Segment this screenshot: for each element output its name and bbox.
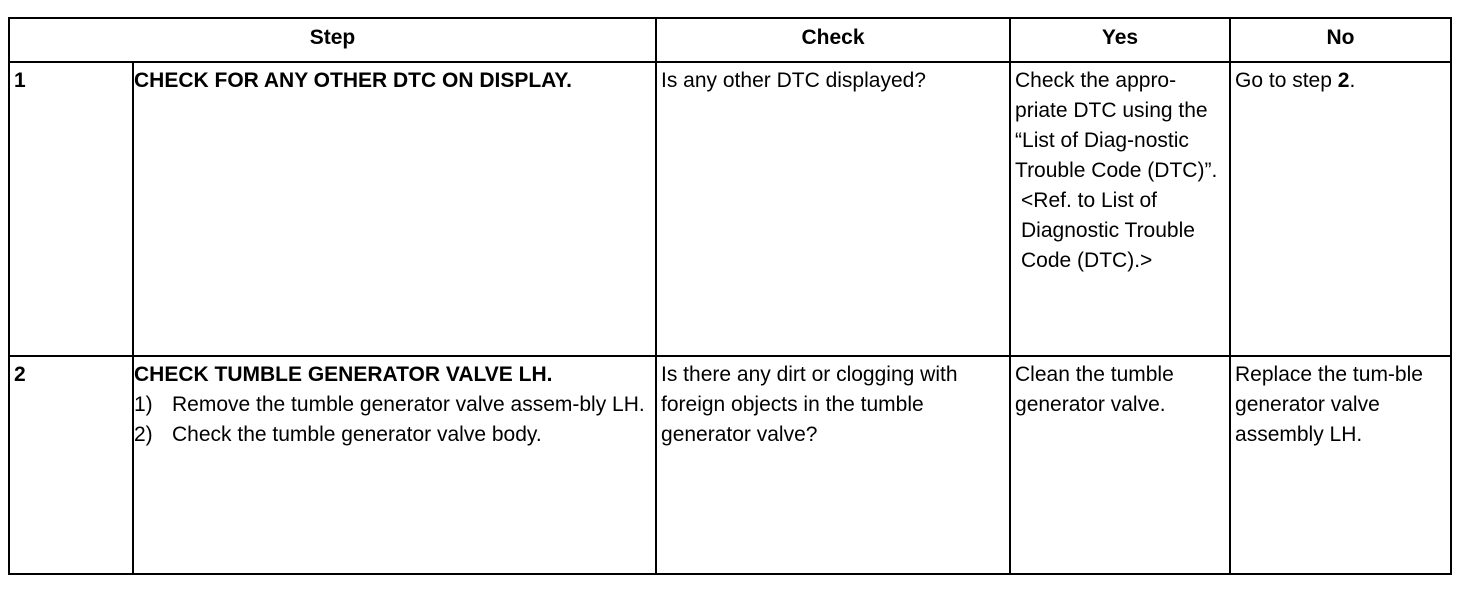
yes-reference: <Ref. to List of Diagnostic Trouble Code (DTC).> xyxy=(1021,189,1195,272)
no-cell xyxy=(1230,62,1451,356)
step-title: CHECK TUMBLE GENERATOR VALVE LH. xyxy=(134,363,553,386)
check-cell: Is there any dirt or clogging with foreign objects in the tumble generator valve? xyxy=(656,356,1010,574)
step-number: 2 xyxy=(9,356,133,574)
yes-text: Check the appro-priate DTC using the “List of Diag-nostic Trouble Code (DTC)”. xyxy=(1015,69,1218,182)
check-cell: Is any other DTC displayed? xyxy=(656,62,1010,356)
step-number: 1 xyxy=(9,62,133,356)
no-suffix: . xyxy=(1349,69,1356,92)
step-cell xyxy=(133,356,656,574)
step-title: CHECK FOR ANY OTHER DTC ON DISPLAY. xyxy=(134,69,572,92)
substep-text: Remove the tumble generator valve assem-bly LH. xyxy=(172,393,645,416)
substep-text: Check the tumble generator valve body. xyxy=(172,423,542,446)
no-cell: Replace the tum-ble generator valve assembly LH. xyxy=(1230,356,1451,574)
header-no: No xyxy=(1230,18,1451,62)
header-yes: Yes xyxy=(1010,18,1230,62)
step-cell xyxy=(133,62,656,356)
header-row xyxy=(9,18,1451,62)
header-check: Check xyxy=(656,18,1010,62)
substep xyxy=(134,390,651,420)
yes-cell: Clean the tumble generator valve. xyxy=(1010,356,1230,574)
substep xyxy=(134,420,651,450)
substep-number: 2) xyxy=(134,423,153,446)
diagnostic-table xyxy=(8,17,1452,575)
substep-number: 1) xyxy=(134,393,153,416)
table-row xyxy=(9,356,1451,574)
table-row xyxy=(9,62,1451,356)
no-step-number: 2 xyxy=(1337,69,1350,92)
yes-cell xyxy=(1010,62,1230,356)
header-step: Step xyxy=(9,18,656,62)
no-prefix: Go to step xyxy=(1235,69,1338,92)
